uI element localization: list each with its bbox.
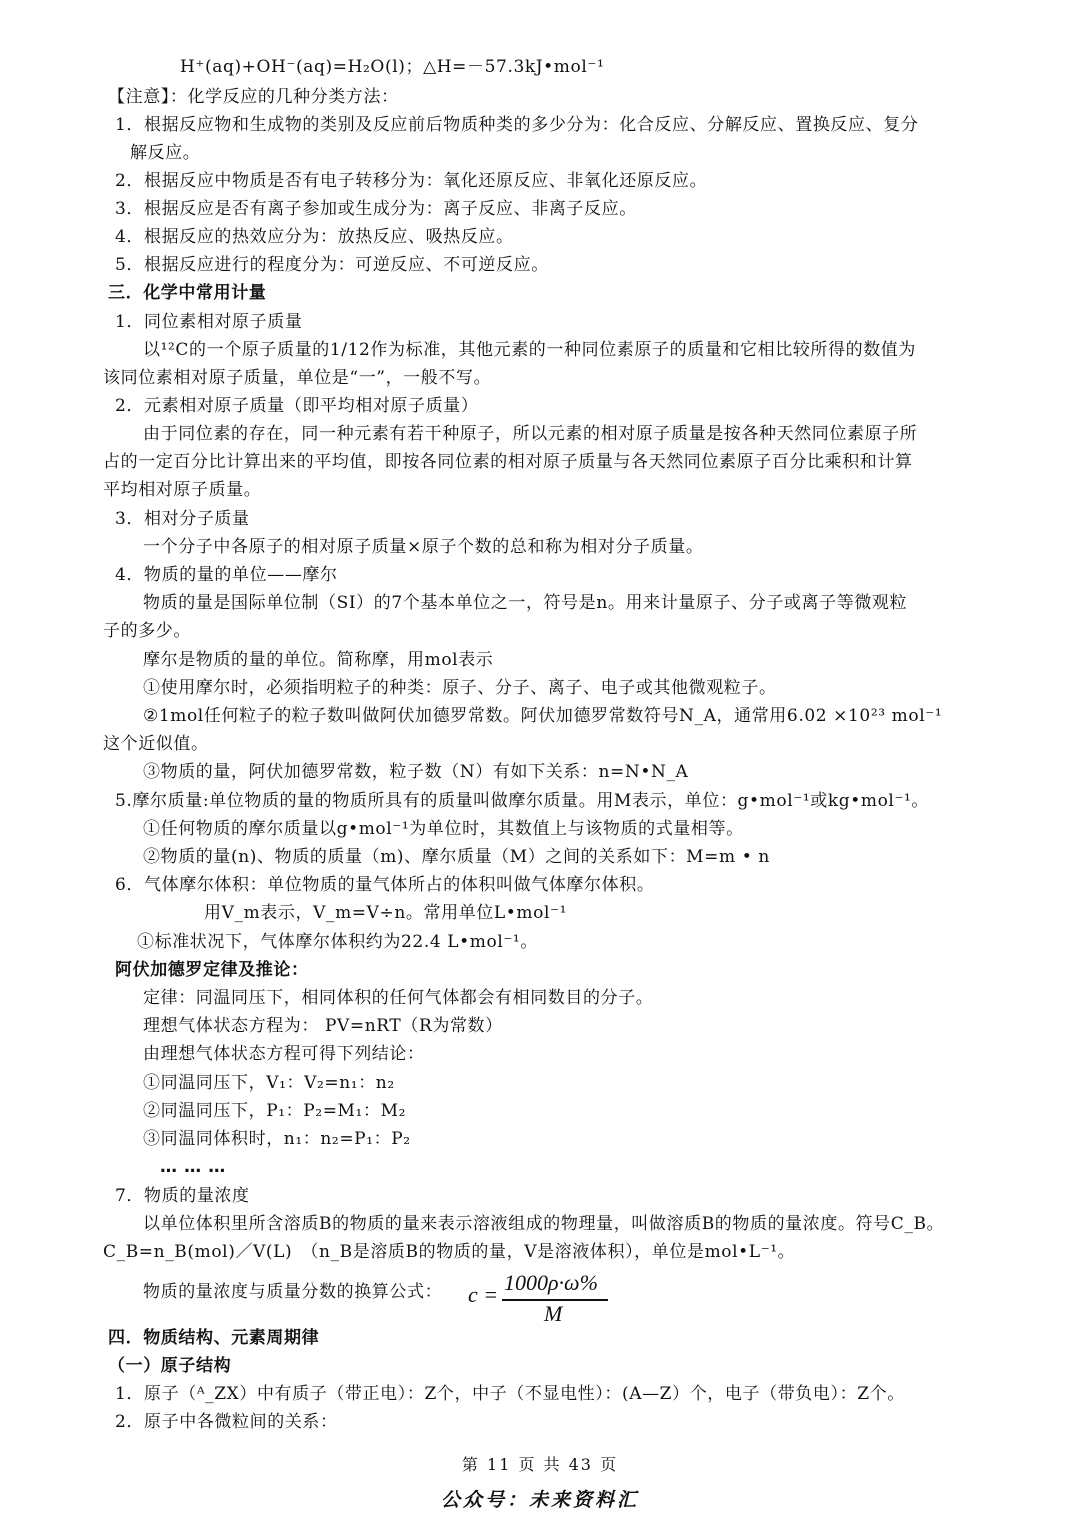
text-line: 摩尔是物质的量的单位。简称摩，用mol表示	[143, 650, 494, 670]
text-line: 物质的量浓度与质量分数的换算公式：	[143, 1282, 443, 1302]
text-line: 由理想气体状态方程可得下列结论：	[143, 1044, 425, 1064]
text-line: 1．同位素相对原子质量	[115, 312, 303, 332]
text-line: 理想气体状态方程为： PV=nRT（R为常数）	[143, 1016, 503, 1036]
text-line: 3．根据反应是否有离子参加或生成分为：离子反应、非离子反应。	[115, 199, 637, 219]
text-line: 6．气体摩尔体积：单位物质的量气体所占的体积叫做气体摩尔体积。	[115, 875, 655, 895]
text-line: 4．根据反应的热效应分为：放热反应、吸热反应。	[115, 227, 514, 247]
text-line: ③同温同体积时，n₁：n₂=P₁：P₂	[143, 1129, 411, 1149]
text-line: ①任何物质的摩尔质量以g•mol⁻¹为单位时，其数值上与该物质的式量相等。	[143, 819, 744, 839]
text-line: 平均相对原子质量。	[103, 480, 262, 500]
text-line: H⁺(aq)+OH⁻(aq)=H₂O(l)；△H=－57.3kJ•mol⁻¹	[180, 57, 605, 77]
text-line: 1．原子（ᴬ_ZX）中有质子（带正电）：Z个，中子（不显电性）：(A—Z）个，电子（带负电）：Z个。	[115, 1384, 905, 1404]
text-line: 5．根据反应进行的程度分为：可逆反应、不可逆反应。	[115, 255, 549, 275]
text-line: （一）原子结构	[108, 1356, 232, 1376]
text-line: 用V_m表示，V_m=V÷n。常用单位L•mol⁻¹	[204, 903, 568, 923]
text-line: 定律：同温同压下，相同体积的任何气体都会有相同数目的分子。	[143, 988, 654, 1008]
formula-denominator: M	[544, 1301, 563, 1326]
text-line: ②1mol任何粒子的粒子数叫做阿伏加德罗常数。阿伏加德罗常数符号N_A，通常用6.02 ×10²³ mol⁻¹	[143, 706, 943, 726]
text-line: 以¹²C的一个原子质量的1/12作为标准，其他元素的一种同位素原子的质量和它相比较所得的数值为	[143, 340, 917, 360]
text-line: 5.摩尔质量:单位物质的量的物质所具有的质量叫做摩尔质量。用M表示，单位：g•mol⁻¹或kg•mol⁻¹。	[115, 791, 930, 811]
formula-numerator: 1000ρ·ω%	[504, 1270, 598, 1295]
footer-brand: 公众号：未来资料汇	[440, 1489, 639, 1511]
text-line: ①标准状况下，气体摩尔体积约为22.4 L•mol⁻¹。	[137, 932, 538, 952]
text-line: 3．相对分子质量	[115, 509, 250, 529]
text-line: 2．根据反应中物质是否有电子转移分为：氧化还原反应、非氧化还原反应。	[115, 171, 708, 191]
text-line: ①同温同压下，V₁：V₂=n₁：n₂	[143, 1073, 395, 1093]
text-line: 物质的量是国际单位制（SI）的7个基本单位之一，符号是n。用来计量原子、分子或离子等微观粒	[143, 593, 908, 613]
text-line: … … …	[160, 1157, 226, 1177]
text-line: 该同位素相对原子质量，单位是“一”，一般不写。	[103, 368, 492, 388]
page-number: 第 11 页 共 43 页	[461, 1455, 619, 1474]
text-line: ③物质的量，阿伏加德罗常数，粒子数（N）有如下关系：n=N•N_A	[143, 762, 689, 782]
text-line: 这个近似值。	[103, 734, 209, 754]
text-line: 三．化学中常用计量	[108, 283, 267, 303]
text-line: ①使用摩尔时，必须指明粒子的种类：原子、分子、离子、电子或其他微观粒子。	[143, 678, 777, 698]
text-line: 由于同位素的存在，同一种元素有若干种原子，所以元素的相对原子质量是按各种天然同位素原子所	[143, 424, 918, 444]
text-line: 一个分子中各原子的相对原子质量×原子个数的总和称为相对分子质量。	[143, 537, 704, 557]
text-line: 子的多少。	[103, 621, 191, 641]
text-line: 7．物质的量浓度	[115, 1186, 250, 1206]
text-line: 解反应。	[130, 143, 201, 163]
text-line: 1．根据反应物和生成物的类别及反应前后物质种类的多少分为：化合反应、分解反应、置换反应、复分	[115, 115, 919, 135]
text-line: ②同温同压下，P₁：P₂=M₁：M₂	[143, 1101, 406, 1121]
text-line: 2．原子中各微粒间的关系：	[115, 1412, 338, 1432]
text-line: 以单位体积里所含溶质B的物质的量来表示溶液组成的物理量，叫做溶质B的物质的量浓度。符号C_B。	[143, 1214, 945, 1234]
text-line: 2．元素相对原子质量（即平均相对原子质量）	[115, 396, 479, 416]
formula-lhs: c =	[468, 1282, 499, 1307]
text-line: 【注意】：化学反应的几种分类方法：	[108, 87, 399, 107]
text-line: 4．物质的量的单位——摩尔	[115, 565, 338, 585]
text-line: ②物质的量(n)、物质的质量（m)、摩尔质量（M）之间的关系如下：M=m • n	[143, 847, 770, 867]
text-line: 四．物质结构、元素周期律	[108, 1328, 320, 1348]
text-line: 占的一定百分比计算出来的平均值，即按各同位素的相对原子质量与各天然同位素原子百分比乘积和计算	[103, 452, 913, 472]
text-line: C_B=n_B(mol)／V(L) （n_B是溶质B的物质的量，V是溶液体积），单位是mol•L⁻¹。	[103, 1242, 796, 1262]
text-line: 阿伏加德罗定律及推论：	[115, 960, 309, 980]
